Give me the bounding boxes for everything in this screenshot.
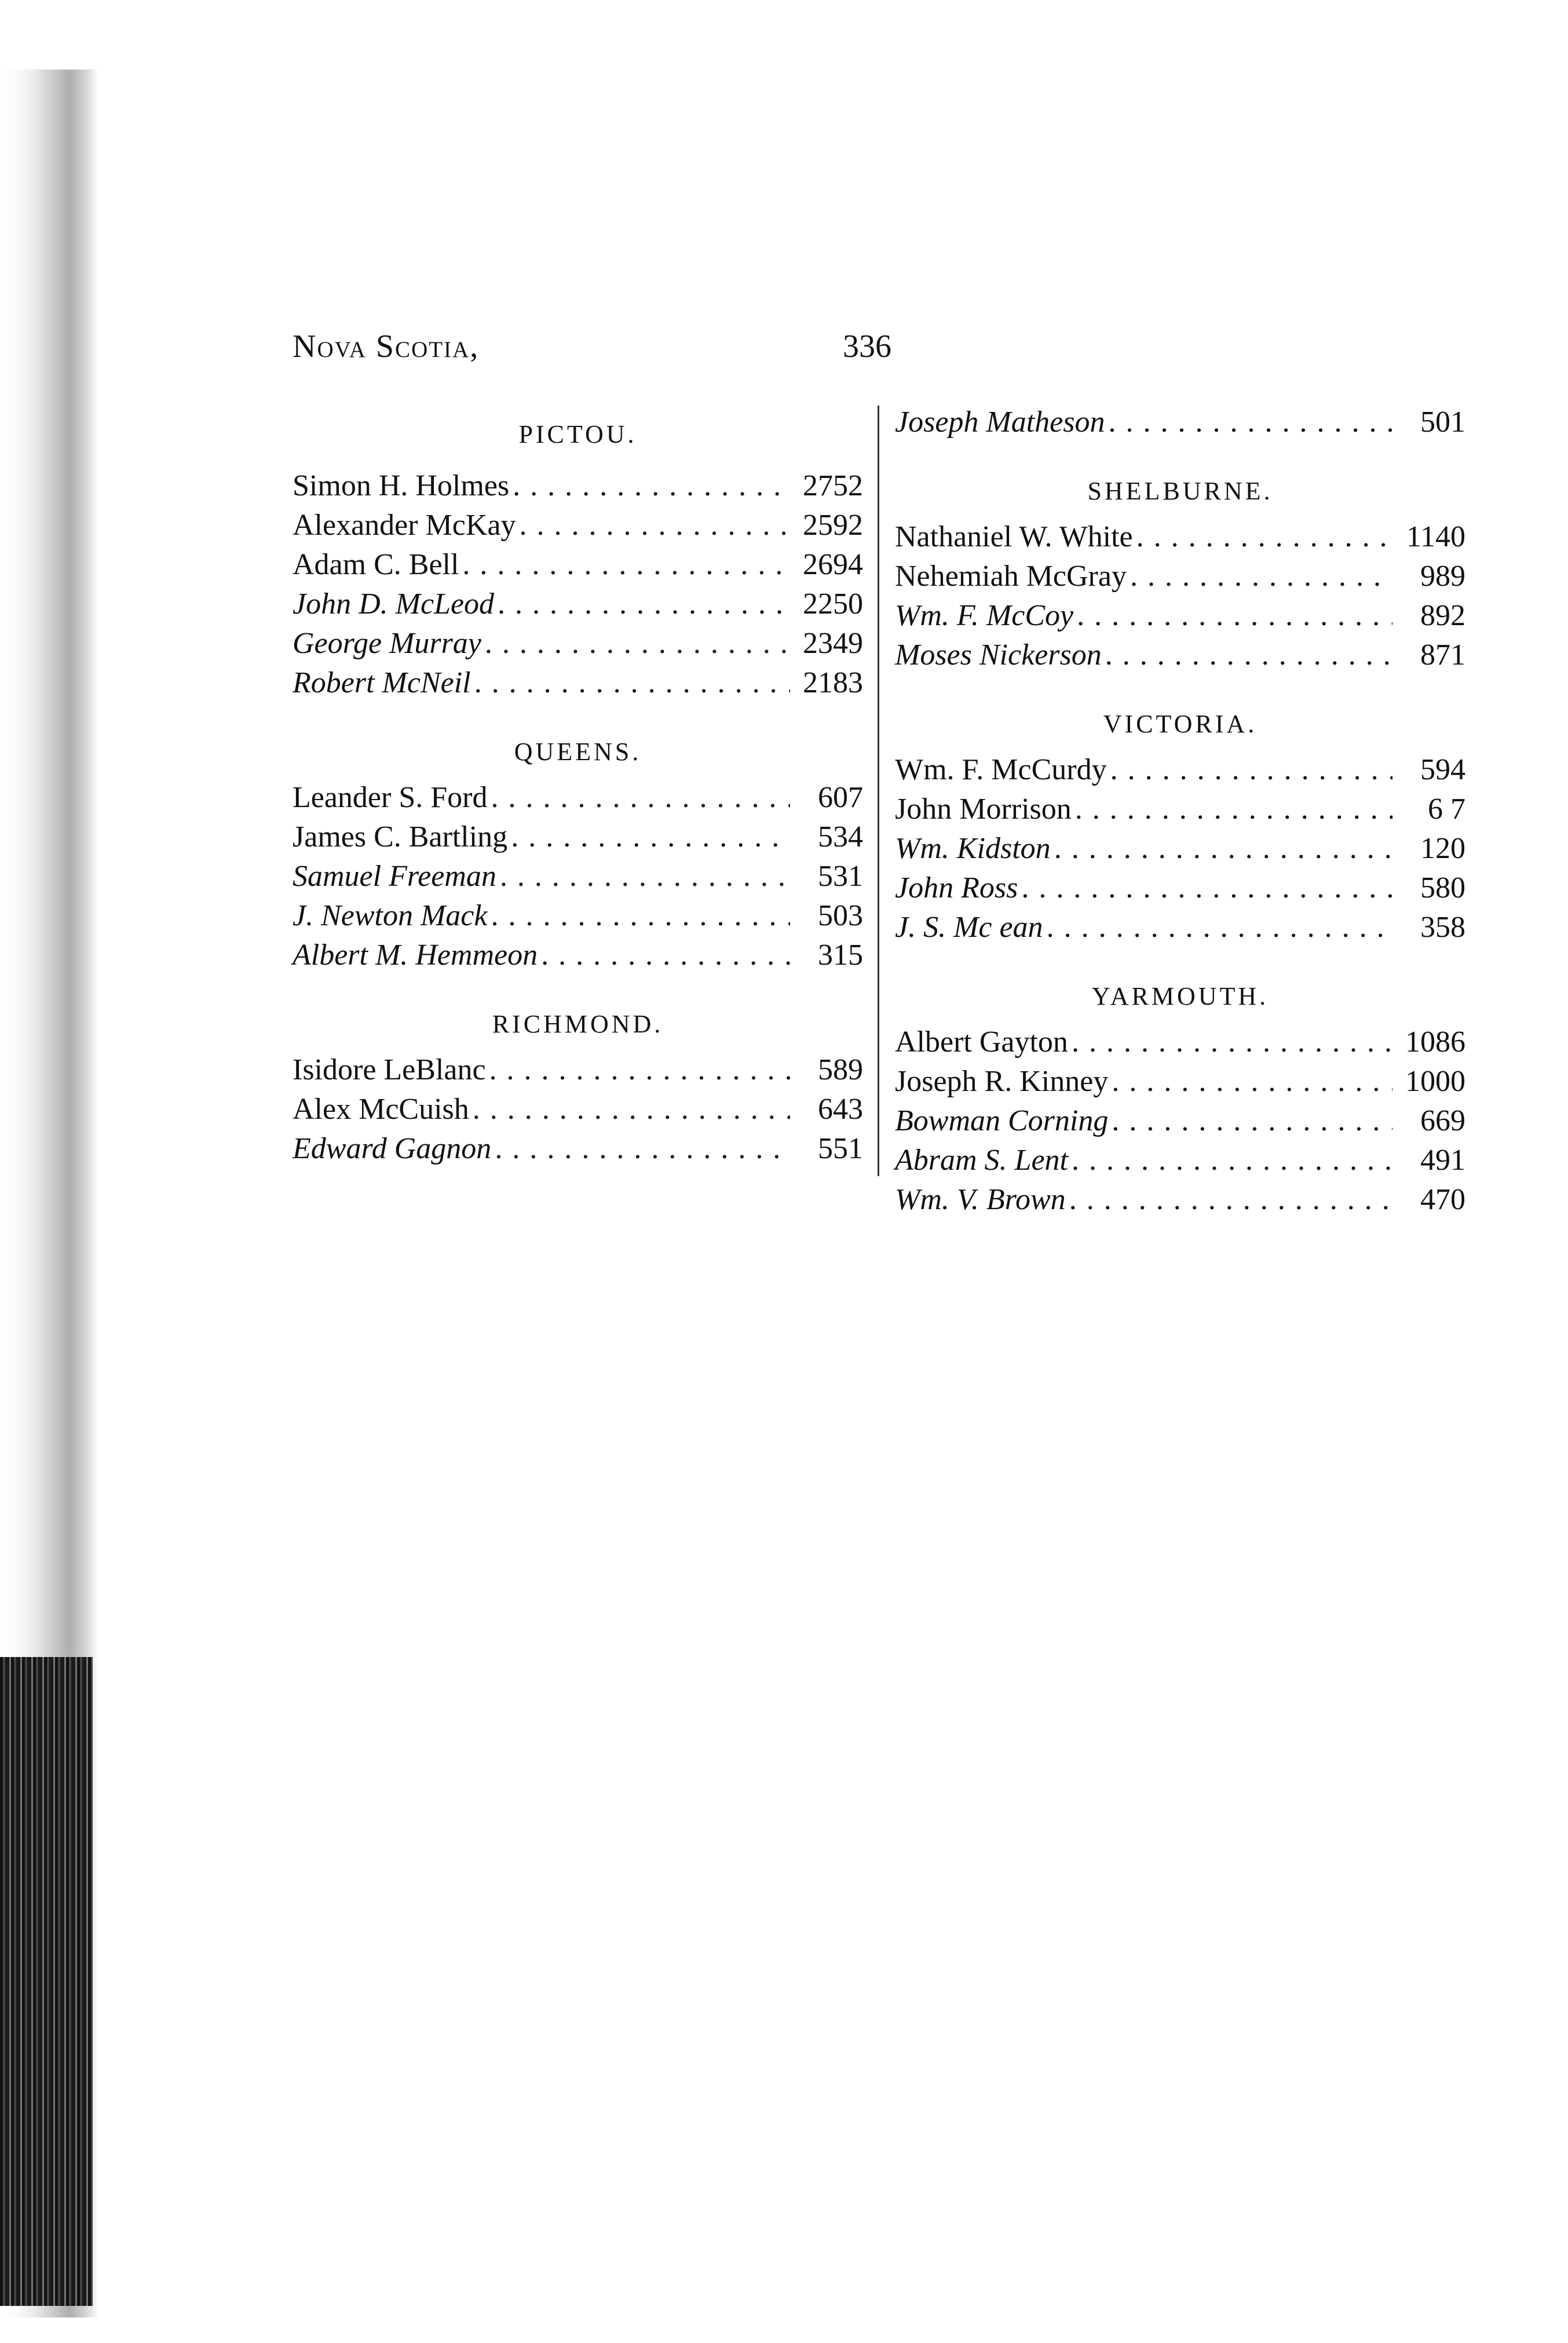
- candidate-row: [293, 896, 863, 936]
- vote-count: 2752: [803, 469, 863, 502]
- vote-count: 2694: [803, 548, 863, 581]
- candidate-row: [293, 663, 863, 703]
- vote-count: 2349: [803, 627, 863, 660]
- vote-count: 315: [818, 939, 863, 972]
- candidate-row: [895, 868, 1465, 908]
- vote-count: 580: [1420, 871, 1465, 904]
- dot-leader: [1136, 517, 1392, 557]
- candidate-row: [293, 624, 863, 663]
- candidate-row: [293, 857, 863, 896]
- dot-leader: [491, 778, 790, 818]
- vote-count: 491: [1420, 1144, 1465, 1177]
- dot-leader: [1112, 1062, 1392, 1101]
- dot-leader: [1130, 557, 1392, 596]
- candidate-name: Albert M. Hemmeon: [293, 939, 538, 972]
- vote-count: 2592: [803, 509, 863, 542]
- dot-leader: [500, 857, 790, 896]
- candidate-row: [895, 1180, 1465, 1220]
- vote-count: 470: [1420, 1183, 1465, 1216]
- candidate-row: [895, 596, 1465, 636]
- dot-leader: [1021, 868, 1392, 908]
- section-gap: [895, 442, 1465, 465]
- dot-leader: [1072, 1023, 1392, 1062]
- candidate-name: John Morrison: [895, 793, 1072, 826]
- candidate-name: Bowman Corning: [895, 1104, 1109, 1137]
- candidate-name: Leander S. Ford: [293, 781, 488, 814]
- candidate-name: Moses Nickerson: [895, 638, 1102, 671]
- section-gap: [293, 703, 863, 726]
- candidate-name: Wm. V. Brown: [895, 1183, 1066, 1216]
- section-gap: [895, 675, 1465, 698]
- dot-leader: [1054, 829, 1392, 868]
- vote-count: 607: [818, 781, 863, 814]
- candidate-row: [293, 1090, 863, 1129]
- vote-count: 871: [1420, 638, 1465, 671]
- candidate-name: J. Newton Mack: [293, 899, 488, 932]
- candidate-row: [895, 636, 1465, 675]
- dot-leader: [462, 545, 790, 585]
- candidate-name: Albert Gayton: [895, 1025, 1068, 1059]
- candidate-row: [293, 585, 863, 624]
- section-gap: [895, 947, 1465, 970]
- candidate-row: [895, 1101, 1465, 1141]
- dot-leader: [1105, 636, 1392, 675]
- county-heading: RICHMOND.: [492, 1010, 664, 1038]
- candidate-name: J. S. Mc ean: [895, 911, 1043, 944]
- candidate-row: [293, 466, 863, 506]
- vote-count: 643: [818, 1093, 863, 1126]
- vote-count: 503: [818, 899, 863, 932]
- vote-count: 669: [1420, 1104, 1465, 1137]
- candidate-name: John D. McLeod: [293, 587, 495, 621]
- dot-leader: [1072, 1141, 1392, 1180]
- vote-count: 1086: [1405, 1025, 1465, 1059]
- dot-leader: [1077, 596, 1392, 636]
- candidate-row: [293, 545, 863, 585]
- dot-leader: [485, 624, 790, 663]
- candidate-row: [895, 908, 1465, 947]
- candidate-row: [293, 778, 863, 818]
- candidate-row: [895, 829, 1465, 868]
- candidate-name: Wm. Kidston: [895, 832, 1051, 865]
- county-heading: VICTORIA.: [1103, 710, 1258, 738]
- dot-leader: [473, 1090, 790, 1129]
- candidate-row: [895, 750, 1465, 790]
- candidate-name: Nehemiah McGray: [895, 560, 1127, 593]
- dot-leader: [511, 818, 790, 857]
- candidate-name: Alex McCuish: [293, 1093, 469, 1126]
- candidate-name: John Ross: [895, 871, 1018, 904]
- candidate-name: James C. Bartling: [293, 820, 508, 853]
- dot-leader: [1075, 790, 1392, 829]
- dot-leader: [1108, 403, 1392, 442]
- candidate-row: [293, 1050, 863, 1090]
- candidate-row: [293, 936, 863, 975]
- candidate-name: Robert McNeil: [293, 666, 471, 699]
- vote-count: 594: [1420, 753, 1465, 786]
- column-divider: [878, 406, 879, 1176]
- dot-leader: [541, 936, 790, 975]
- candidate-row: [293, 818, 863, 857]
- page-number: 336: [843, 329, 891, 364]
- candidate-row: [293, 506, 863, 545]
- right-column: [895, 403, 1465, 1220]
- candidate-row: [895, 517, 1465, 557]
- candidate-row: [895, 1023, 1465, 1062]
- candidate-name: Nathaniel W. White: [895, 520, 1133, 553]
- candidate-name: Isidore LeBlanc: [293, 1053, 486, 1086]
- candidate-name: Adam C. Bell: [293, 548, 459, 581]
- dot-leader: [1069, 1180, 1392, 1220]
- dot-leader: [489, 1050, 790, 1090]
- candidate-name: Joseph Matheson: [895, 406, 1105, 439]
- county-heading: SHELBURNE.: [1087, 477, 1273, 505]
- dot-leader: [474, 663, 790, 703]
- dot-leader: [520, 506, 790, 545]
- candidate-row: [895, 1141, 1465, 1180]
- left-column: [293, 403, 863, 1169]
- candidate-name: Alexander McKay: [293, 509, 516, 542]
- candidate-name: Samuel Freeman: [293, 860, 496, 893]
- page-header: [293, 324, 1480, 371]
- vote-count: 551: [818, 1132, 863, 1165]
- dot-leader: [495, 1129, 790, 1169]
- candidate-name: Edward Gagnon: [293, 1132, 492, 1165]
- vote-count: 1140: [1406, 520, 1465, 553]
- vote-count: 892: [1420, 599, 1465, 632]
- county-heading: QUEENS.: [514, 738, 642, 766]
- candidate-name: George Murray: [293, 627, 481, 660]
- vote-count: 531: [818, 860, 863, 893]
- county-heading: PICTOU.: [518, 420, 637, 448]
- candidate-row: [293, 1129, 863, 1169]
- dot-leader: [513, 466, 790, 506]
- vote-count: 589: [818, 1053, 863, 1086]
- vote-count: 120: [1420, 832, 1465, 865]
- vote-count: 6 7: [1428, 793, 1465, 826]
- candidate-name: Joseph R. Kinney: [895, 1065, 1109, 1098]
- book-binding-edge: [0, 1657, 93, 2306]
- vote-count: 989: [1420, 560, 1465, 593]
- vote-count: 2250: [803, 587, 863, 621]
- vote-count: 501: [1420, 406, 1465, 439]
- dot-leader: [491, 896, 790, 936]
- vote-count: 2183: [803, 666, 863, 699]
- candidate-name: Wm. F. McCurdy: [895, 753, 1107, 786]
- dot-leader: [1047, 908, 1392, 947]
- candidate-row: [895, 1062, 1465, 1101]
- dot-leader: [1110, 750, 1392, 790]
- candidate-name: Abram S. Lent: [895, 1144, 1068, 1177]
- section-gap: [293, 975, 863, 998]
- running-head-province: Nova Scotia,: [293, 329, 480, 364]
- vote-count: 358: [1420, 911, 1465, 944]
- candidate-row: [895, 790, 1465, 829]
- candidate-name: Wm. F. McCoy: [895, 599, 1074, 632]
- vote-count: 534: [818, 820, 863, 853]
- candidate-name: Simon H. Holmes: [293, 469, 510, 502]
- county-heading: YARMOUTH.: [1091, 982, 1269, 1010]
- dot-leader: [498, 585, 790, 624]
- candidate-row: [895, 403, 1465, 442]
- vote-count: 1000: [1405, 1065, 1465, 1098]
- dot-leader: [1112, 1101, 1392, 1141]
- candidate-row: [895, 557, 1465, 596]
